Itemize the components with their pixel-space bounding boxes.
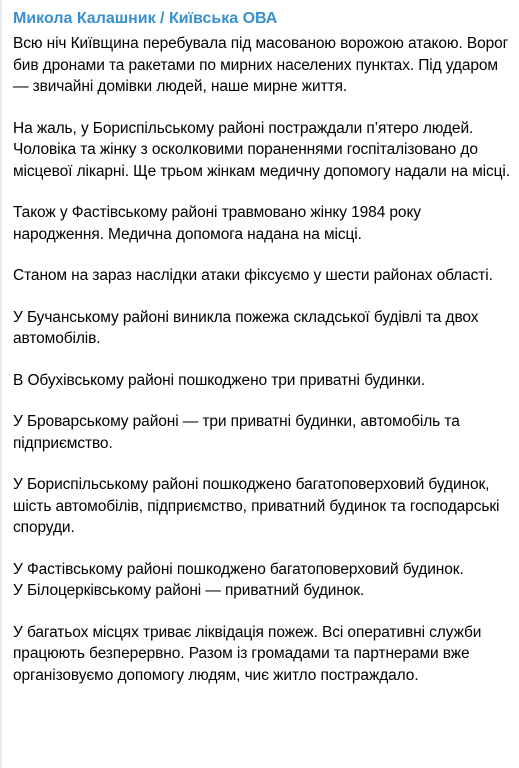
message-paragraph: У Фастівському районі пошкоджено багатоповерховий будинок. <box>13 560 464 578</box>
message-paragraph: У багатьох місцях триває ліквідація пожеж. Всі оперативні служби працюють безперервно. Разом із громадами та партнерами вже організовуємо допомогу людям, чиє житло постраждало. <box>13 623 482 684</box>
message-paragraph: У Броварському районі — три приватні будинки, автомобіль та підприємство. <box>13 413 460 452</box>
message-paragraph: На жаль, у Бориспільському районі постраждали п’ятеро людей. Чоловіка та жінку з осколковими пораненнями госпіталізовано до місцевої лікарні. Ще трьом жінкам медичну допомогу надали на місці. <box>13 119 510 180</box>
message-paragraph: Також у Фастівському районі травмовано жінку 1984 року народження. Медична допомога надана на місці. <box>13 204 421 243</box>
sender-name[interactable]: Микола Калашник / Київська ОВА <box>13 10 278 27</box>
message-paragraph: Станом на зараз наслідки атаки фіксуємо у шести районах області. <box>13 267 493 284</box>
message-paragraph: В Обухівському районі пошкоджено три приватні будинки. <box>13 371 426 389</box>
message-paragraph: У Бориспільському районі пошкоджено багатоповерховий будинок, шість автомобілів, підприємство, приватний будинок та господарські споруди. <box>13 476 500 536</box>
message-paragraph: У Бучанському районі виникла пожежа складської будівлі та двох автомобілів. <box>13 308 479 347</box>
message-paragraph: Всю ніч Київщина перебувала під масованою ворожою атакою. Ворог бив дронами та ракетами по мирних населених пунктах. Під ударом — звичайні домівки людей, наше мирне життя. <box>13 35 509 95</box>
message-paragraph: У Білоцерківському районі — приватний будинок. <box>13 582 365 599</box>
